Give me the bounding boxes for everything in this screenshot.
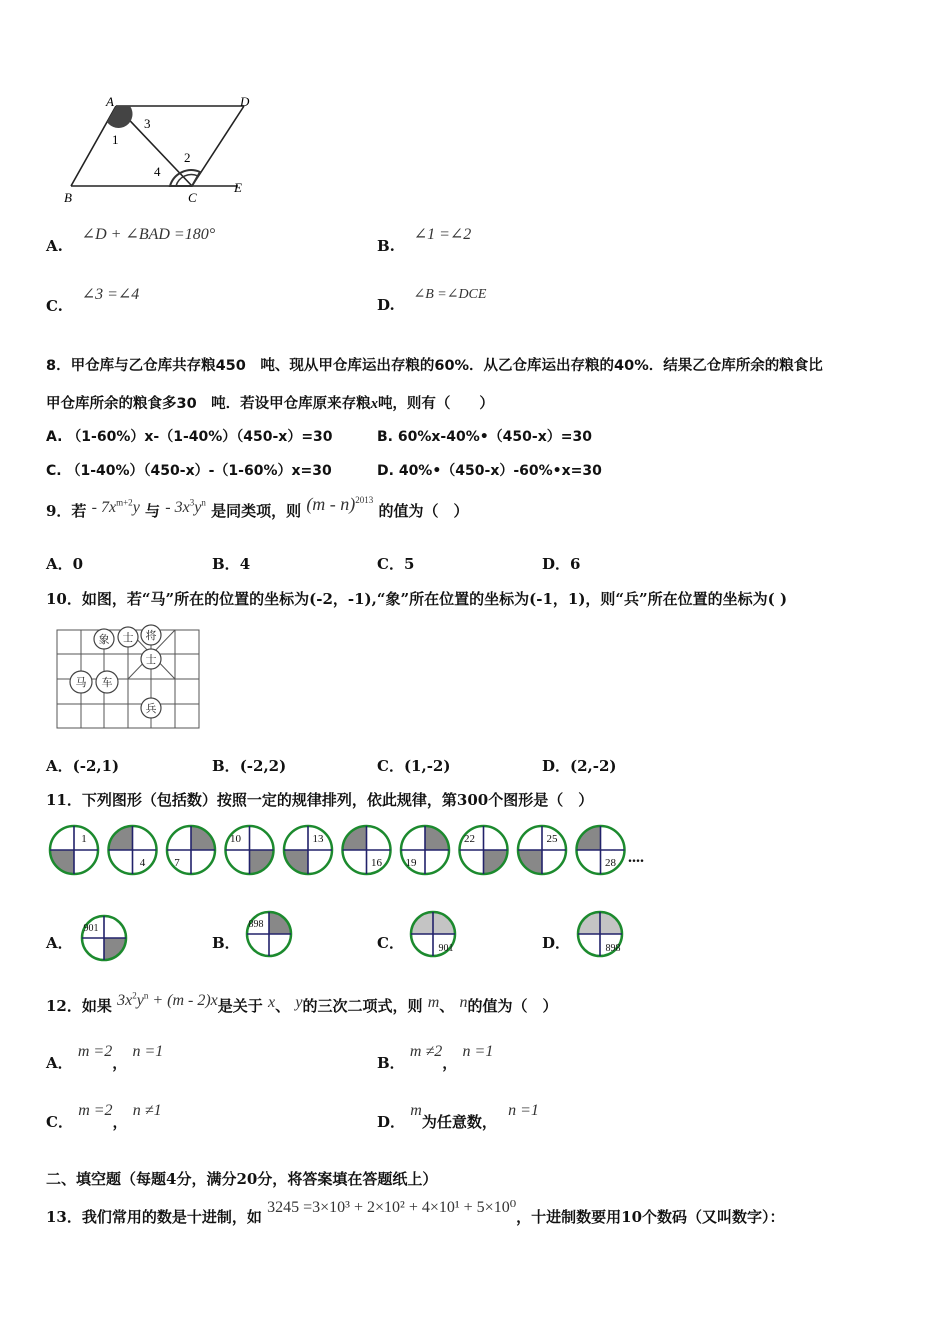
option-label: B.: [377, 429, 393, 445]
option-label: A．: [46, 1054, 73, 1072]
option-circle: [578, 912, 622, 956]
option-text: ∠B =∠DCE: [413, 287, 487, 302]
option-text: 0: [72, 555, 84, 573]
q9-option-d[interactable]: [542, 553, 580, 574]
q9-mid: 与: [145, 502, 161, 520]
q12-option-a[interactable]: [46, 1043, 164, 1073]
angle-label-3: 3: [144, 116, 151, 131]
q8-line2-text: 甲仓库所余的粮食多30 吨．若设甲仓库原来存粮: [46, 396, 371, 412]
q12-expr-tail: + (m - 2)x: [148, 992, 218, 1009]
piece-shi-2: 士: [145, 654, 157, 666]
option-comma: ，: [112, 1113, 128, 1131]
option-comma: 为任意数，: [421, 1113, 497, 1131]
option-text: 6: [570, 555, 581, 573]
q8-option-a[interactable]: [46, 426, 333, 446]
pattern-circle: [460, 826, 508, 874]
q11-option-c-label[interactable]: C．: [377, 934, 404, 952]
option-label: C.: [46, 297, 63, 315]
q9-term2-yexp: n: [201, 497, 206, 508]
option-part2: n =1: [462, 1043, 494, 1060]
angle-label-2: 2: [184, 150, 191, 165]
option-text: (2,-2): [570, 757, 617, 775]
option-part2: n =1: [132, 1043, 164, 1060]
option-label: C.: [46, 463, 62, 479]
option-label: B．: [212, 555, 240, 573]
q9-stem: [46, 494, 469, 521]
angle-label-1: 1: [112, 132, 119, 147]
option-text: （1-60%）x-（1-40%）（450-x）=30: [67, 429, 333, 445]
option-part1: m ≠2: [409, 1043, 443, 1060]
q8-line2: [46, 392, 494, 413]
option-label: D．: [377, 1113, 406, 1131]
option-label: C．: [377, 555, 404, 573]
piece-che: 车: [101, 677, 113, 689]
q12-suffix: 的值为（ ）: [467, 997, 558, 1015]
option-label: B.: [377, 237, 395, 255]
q12-expr-exp: 2: [132, 990, 137, 1001]
pattern-number: 25: [546, 833, 558, 845]
q13-formula: 3245 =3×10³ + 2×10² + 4×10¹ + 5×10⁰: [267, 1199, 517, 1216]
option-text: (1,-2): [403, 757, 451, 775]
q13-suffix: ，十进制数要用10个数码（又叫数字）：: [516, 1208, 785, 1226]
option-text: (-2,2): [239, 757, 287, 775]
q13-stem: [46, 1199, 785, 1227]
q10-stem: 10．如图，若“马”所在的位置的坐标为(-2，-1),“象”所在位置的坐标为(-1，1)，则“兵”所在位置的坐标为( ): [46, 590, 788, 608]
q12-sep2: 、: [439, 997, 455, 1015]
section-title: 二、填空题（每题4分，满分20分，将答案填在答题纸上）: [46, 1170, 438, 1188]
option-circle: [411, 912, 455, 956]
q11-option-c-figure[interactable]: [407, 908, 459, 960]
point-b: B: [64, 190, 72, 205]
option-label: C．: [377, 757, 404, 775]
pattern-circle: [226, 826, 274, 874]
option-part1: m: [410, 1102, 422, 1119]
q11-option-d-label[interactable]: D．: [542, 934, 571, 952]
q11-option-a-figure[interactable]: [78, 912, 130, 964]
pattern-circle: [577, 826, 625, 874]
q9-term1-exp: m+2: [116, 497, 133, 508]
option-label: A．: [46, 757, 73, 775]
option-part2: n =1: [508, 1102, 539, 1119]
q9-option-b[interactable]: [212, 553, 250, 574]
q12-var-n: n: [459, 994, 468, 1011]
piece-ma: 马: [75, 677, 87, 689]
option-label: B．: [212, 757, 240, 775]
pattern-circle: [343, 826, 391, 874]
option-text: ∠1 =∠2: [413, 226, 472, 243]
option-comma: ，: [442, 1054, 458, 1072]
q12-option-d[interactable]: [377, 1102, 539, 1132]
q9-term2-y: y: [194, 499, 202, 516]
q8-option-c[interactable]: [46, 460, 332, 480]
option-label: B．: [377, 1054, 405, 1072]
q12-prefix: 12．如果: [46, 997, 112, 1015]
option-number: 898: [605, 943, 621, 954]
pattern-number: 19: [405, 857, 417, 869]
option-label: A．: [46, 555, 73, 573]
piece-bing: 兵: [145, 703, 157, 715]
angle-mark-a: [107, 106, 133, 128]
q12-var-m: m: [427, 994, 440, 1011]
pattern-circle: [401, 826, 449, 874]
q12-var-x: x: [268, 994, 276, 1011]
q10-option-c[interactable]: [377, 755, 450, 776]
q9-term2: - 3x: [165, 499, 190, 516]
q10-option-d[interactable]: [542, 755, 617, 776]
option-label: A.: [46, 429, 63, 445]
option-text: （1-40%）（450-x）-（1-60%）x=30: [66, 463, 332, 479]
option-text: 60%x-40%•（450-x）=30: [397, 429, 592, 445]
point-d: D: [240, 94, 250, 109]
q9-term2-exp: 3: [189, 497, 195, 508]
pattern-number: 22: [464, 833, 475, 845]
q10-option-b[interactable]: [212, 755, 286, 776]
q7-option-b[interactable]: [377, 226, 472, 256]
piece-xiang: 象: [98, 634, 110, 646]
option-label: D.: [377, 463, 394, 479]
q8-var-x: x: [370, 396, 378, 412]
geometry-figure: [50, 92, 260, 207]
q8-line2-tail: 吨，则有（ ）: [377, 396, 494, 412]
q12-option-c[interactable]: [46, 1102, 162, 1132]
option-circle: [82, 916, 126, 960]
q11-option-d-figure[interactable]: [574, 908, 626, 960]
option-text: ∠D + ∠BAD =180°: [81, 226, 216, 243]
piece-shi-1: 士: [122, 632, 134, 644]
option-label: D．: [542, 555, 571, 573]
option-label: D．: [542, 757, 571, 775]
q12-expr: 3x: [117, 992, 133, 1009]
q11-option-a-label[interactable]: A．: [46, 934, 73, 952]
angle-label-4: 4: [154, 164, 161, 179]
q8-line1: 8．甲仓库与乙仓库共存粮450 吨、现从甲仓库运出存粮的60%．从乙仓库运出存粮的40%．结果乙仓库所余的粮食比: [46, 358, 823, 374]
pattern-number: 1: [81, 833, 87, 845]
q8-option-b[interactable]: [377, 426, 592, 446]
q9-text: 是同类项，则: [211, 502, 302, 520]
option-label: C．: [46, 1113, 73, 1131]
option-text: ∠3 =∠4: [81, 286, 140, 303]
pattern-circle: [109, 826, 157, 874]
q8-option-d[interactable]: [377, 460, 602, 480]
q11-option-b-figure[interactable]: [243, 908, 295, 960]
q9-prefix: 9．若: [46, 502, 87, 520]
option-comma: ，: [112, 1054, 128, 1072]
q10-option-a[interactable]: [46, 755, 119, 776]
option-label: A.: [46, 237, 63, 255]
point-c: C: [188, 190, 197, 205]
pattern-circle: [167, 826, 215, 874]
option-text: 4: [239, 555, 251, 573]
option-part2: n ≠1: [132, 1102, 162, 1119]
q12-stem: [46, 990, 558, 1016]
sequence-ellipsis: ....: [628, 849, 644, 866]
q9-term1-tail: y: [132, 499, 140, 516]
q11-pattern-sequence: [46, 822, 656, 880]
point-e: E: [234, 180, 242, 195]
option-text: (-2,1): [72, 757, 120, 775]
option-number: 901: [438, 943, 454, 954]
pattern-number: 13: [312, 833, 324, 845]
q12-text1: 是关于: [217, 997, 263, 1015]
q9-option-c[interactable]: [377, 553, 414, 574]
option-label: D.: [377, 296, 395, 314]
option-part1: m =2: [77, 1043, 113, 1060]
pattern-number: 7: [174, 857, 180, 869]
piece-jiang: 将: [145, 630, 157, 642]
q12-text2: 的三次二项式，则: [302, 997, 423, 1015]
q9-term1: - 7x: [91, 499, 117, 516]
q9-power-base: (m - n): [306, 494, 356, 514]
q11-stem: 11．下列图形（包括数）按照一定的规律排列，依此规律，第300个图形是（ ）: [46, 791, 594, 809]
q9-power-exp: 2013: [355, 495, 374, 505]
q12-sep: 、: [275, 997, 291, 1015]
chess-board-figure: [55, 622, 203, 730]
q12-var-y: y: [295, 994, 303, 1011]
option-number: 901: [83, 923, 99, 934]
q9-option-a[interactable]: [46, 553, 83, 574]
option-circle: [247, 912, 291, 956]
option-text: 40%•（450-x）-60%•x=30: [398, 463, 602, 479]
option-number: 898: [248, 919, 264, 930]
q11-option-b-label[interactable]: B．: [212, 934, 240, 952]
pattern-circle: [284, 826, 332, 874]
pattern-number: 4: [139, 857, 146, 869]
pattern-number: 10: [230, 833, 241, 845]
q13-prefix: 13．我们常用的数是十进制，如: [46, 1208, 262, 1226]
pattern-circle: [518, 826, 566, 874]
q7-option-c[interactable]: [46, 286, 140, 316]
option-part1: m =2: [78, 1102, 113, 1119]
q12-expr-y: y: [136, 992, 144, 1009]
q12-option-b[interactable]: [377, 1043, 494, 1073]
pattern-circle: [50, 826, 98, 874]
q7-option-a[interactable]: [46, 226, 216, 256]
q9-suffix: 的值为（ ）: [378, 502, 469, 520]
option-text: 5: [403, 555, 415, 573]
pattern-number: 16: [371, 857, 382, 869]
q12-expr-yexp: n: [143, 990, 149, 1001]
pattern-number: 28: [605, 857, 616, 869]
q7-option-d[interactable]: [377, 287, 487, 315]
point-a: A: [106, 94, 114, 109]
